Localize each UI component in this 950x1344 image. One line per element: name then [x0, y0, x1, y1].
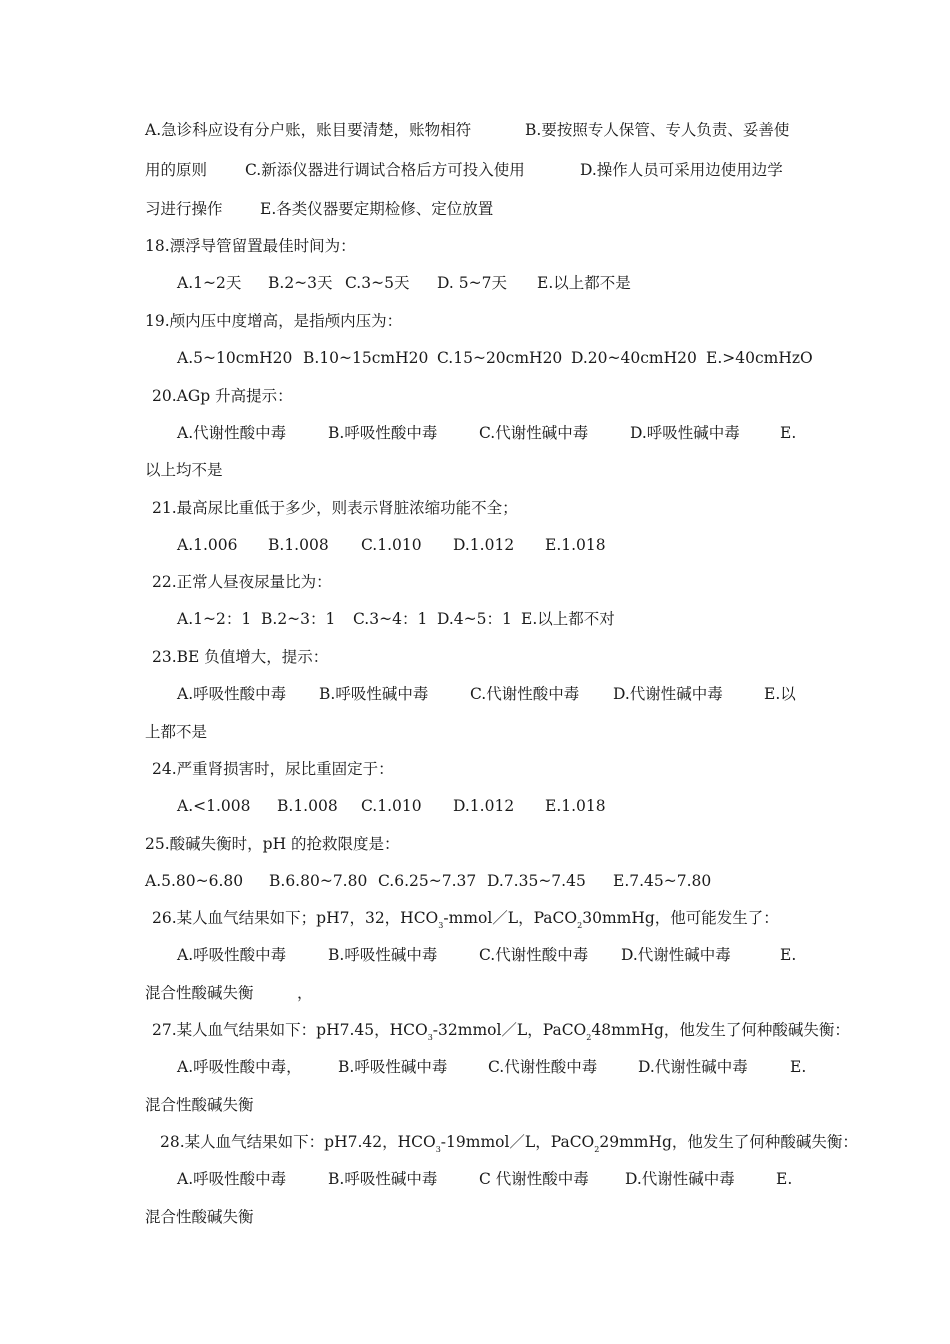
question-text: 18.漂浮导管留置最佳时间为：	[145, 237, 356, 255]
option-text: E.>40cmHzO	[706, 349, 813, 367]
option-text: E.	[776, 1170, 793, 1188]
question-text: 20.AGp 升高提示：	[152, 387, 293, 405]
option-text: B.呼吸性碱中毒	[328, 946, 438, 964]
option-text: B.10~15cmH20	[303, 349, 429, 367]
question-text-part: -19mmol／L，PaCO	[440, 1133, 595, 1151]
question-text	[152, 1020, 850, 1040]
option-text: C.代谢性酸中毒	[470, 685, 580, 703]
option-text: A.代谢性酸中毒	[177, 424, 287, 442]
option-text: A.5~10cmH20	[177, 349, 293, 367]
option-text: A.呼吸性酸中毒，	[177, 1058, 302, 1076]
question-text-part: -32mmol／L，PaCO	[432, 1021, 587, 1039]
option-text: E.以上都不对	[521, 610, 615, 628]
option-text: B.呼吸性酸中毒	[328, 424, 438, 442]
option-text: 以上均不是	[145, 461, 223, 479]
question-text: 21.最高尿比重低于多少，则表示肾脏浓缩功能不全；	[152, 499, 518, 517]
option-text: E.	[790, 1058, 807, 1076]
option-text: E.1.018	[545, 797, 606, 815]
option-text: B.2~3天	[268, 274, 333, 292]
option-text: A.1~2天	[177, 274, 242, 292]
option-text: C 代谢性酸中毒	[479, 1170, 589, 1188]
option-text: D.1.012	[453, 797, 515, 815]
option-text: 混合性酸碱失衡	[145, 984, 254, 1002]
option-text: C.3~4：1	[353, 610, 428, 628]
option-text: C.代谢性酸中毒	[479, 946, 589, 964]
option-text: A.呼吸性酸中毒	[177, 1170, 287, 1188]
option-text: E.	[780, 946, 797, 964]
option-text: A.1~2：1	[177, 610, 252, 628]
option-text: A.呼吸性酸中毒	[177, 685, 287, 703]
option-text: E.以上都不是	[537, 274, 631, 292]
option-text: D.7.35~7.45	[487, 872, 586, 890]
question-text-part: 30mmHg，他可能发生了：	[582, 909, 779, 927]
option-text: D.代谢性碱中毒	[621, 946, 731, 964]
option-text: A.1.006	[177, 536, 238, 554]
question-text-part: 28.某人血气结果如下：pH7.42，HCO	[160, 1133, 436, 1151]
option-text: E.7.45~7.80	[613, 872, 712, 890]
option-text: E.1.018	[545, 536, 606, 554]
option-text: A.呼吸性酸中毒	[177, 946, 287, 964]
option-text: B.1.008	[277, 797, 338, 815]
option-text: 用的原则	[145, 161, 208, 179]
option-text: B.1.008	[268, 536, 329, 554]
option-text: D. 5~7天	[437, 274, 507, 292]
question-text-part: -mmol／L，PaCO	[443, 909, 578, 927]
option-text: B.6.80~7.80	[269, 872, 368, 890]
option-text: E.各类仪器要定期检修、定位放置	[260, 200, 494, 218]
option-text: D.1.012	[453, 536, 515, 554]
option-text: A.5.80~6.80	[145, 872, 244, 890]
option-text: C.15~20cmH20	[437, 349, 563, 367]
option-text: D.20~40cmH20	[571, 349, 697, 367]
question-text: 22.正常人昼夜尿量比为：	[152, 573, 332, 591]
option-text: D.代谢性碱中毒	[625, 1170, 735, 1188]
question-text-part: 26.某人血气结果如下；pH7，32，HCO	[152, 909, 439, 927]
option-text: D.呼吸性碱中毒	[630, 424, 740, 442]
option-text: 习进行操作	[145, 200, 223, 218]
option-text: C.1.010	[361, 797, 422, 815]
question-text-part: 48mmHg，他发生了何种酸碱失衡：	[591, 1021, 850, 1039]
option-text: D.代谢性碱中毒	[613, 685, 723, 703]
option-text: B.呼吸性碱中毒	[319, 685, 429, 703]
option-text: E.以	[764, 685, 796, 703]
option-text: A.急诊科应设有分户账，账目要清楚，账物相符	[145, 121, 472, 139]
option-text: B.2~3：1	[261, 610, 336, 628]
option-text: C.6.25~7.37	[378, 872, 477, 890]
option-text: D.代谢性碱中毒	[638, 1058, 748, 1076]
subscript: 2	[577, 921, 583, 930]
question-text: 23.BE 负值增大，提示：	[152, 648, 329, 666]
subscript: 3	[427, 1033, 433, 1042]
subscript: 2	[594, 1145, 600, 1154]
option-text: C.新添仪器进行调试合格后方可投入使用	[245, 161, 525, 179]
option-text: 上都不是	[145, 723, 208, 741]
subscript: 2	[586, 1033, 592, 1042]
option-text: E.	[780, 424, 797, 442]
question-text-part: 29mmHg，他发生了何种酸碱失衡：	[599, 1133, 858, 1151]
option-text: C.1.010	[361, 536, 422, 554]
option-text: B.呼吸性碱中毒	[338, 1058, 448, 1076]
option-text: B.呼吸性碱中毒	[328, 1170, 438, 1188]
option-text: C.代谢性酸中毒	[488, 1058, 598, 1076]
subscript: 3	[435, 1145, 441, 1154]
question-text: 25.酸碱失衡时，pH 的抢救限度是：	[145, 835, 400, 853]
option-text: C.代谢性碱中毒	[479, 424, 589, 442]
question-text	[152, 908, 779, 928]
question-text-part: 27.某人血气结果如下：pH7.45，HCO	[152, 1021, 428, 1039]
question-text: 24.严重肾损害时，尿比重固定于：	[152, 760, 394, 778]
question-text: 19.颅内压中度增高，是指颅内压为：	[145, 312, 403, 330]
option-text: ，	[297, 984, 313, 1002]
option-text: 混合性酸碱失衡	[145, 1208, 254, 1226]
option-text: 混合性酸碱失衡	[145, 1096, 254, 1114]
question-text	[160, 1132, 858, 1152]
option-text: D.4~5：1	[437, 610, 512, 628]
subscript: 3	[438, 921, 444, 930]
option-text: B.要按照专人保管、专人负责、妥善使	[525, 121, 790, 139]
option-text: D.操作人员可采用边使用边学	[580, 161, 783, 179]
option-text: C.3~5天	[345, 274, 410, 292]
option-text: A.<1.008	[177, 797, 251, 815]
